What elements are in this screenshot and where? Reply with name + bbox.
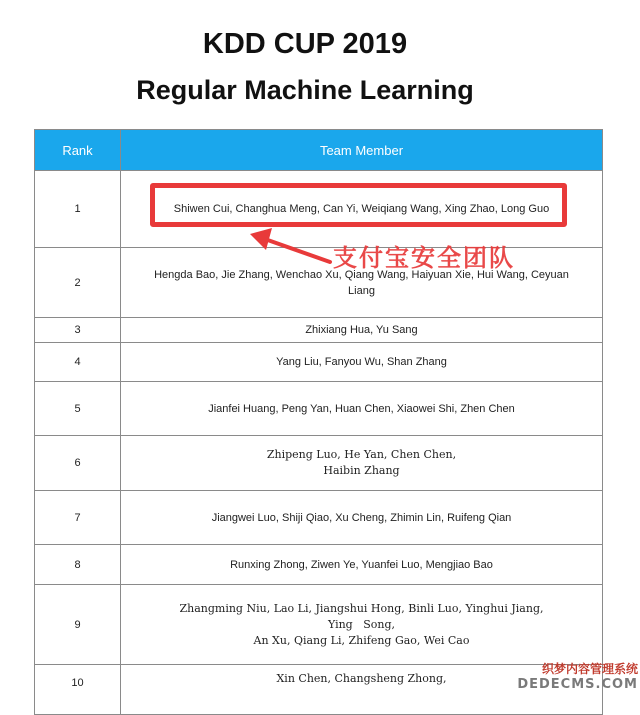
team-member-cell xyxy=(121,491,603,545)
table-row xyxy=(35,343,603,382)
member-line: Haibin Zhang xyxy=(323,464,400,477)
member-line: Shiwen Cui, Changhua Meng, Can Yi, Weiqiang Wang, Xing Zhao, Long Guo xyxy=(173,203,550,215)
member-line: Runxing Zhong, Ziwen Ye, Yuanfei Luo, Mengjiao Bao xyxy=(230,558,493,571)
rank-cell: 5 xyxy=(35,382,121,436)
member-line: Zhangming Niu, Lao Li, Jiangshui Hong, Binli Luo, Yinghui Jiang, xyxy=(179,601,544,615)
table-row xyxy=(35,585,603,665)
rank-cell: 2 xyxy=(35,248,121,318)
member-line: Jianfei Huang, Peng Yan, Huan Chen, Xiaowei Shi, Zhen Chen xyxy=(208,402,515,415)
member-line: Zhixiang Hua, Yu Sang xyxy=(305,324,418,336)
team-member-cell xyxy=(121,436,603,491)
watermark-line-1: 织梦内容管理系统 xyxy=(541,662,638,676)
team-member-cell xyxy=(121,585,603,665)
rank-cell: 4 xyxy=(35,343,121,382)
table-row xyxy=(35,545,603,585)
watermark xyxy=(517,662,638,692)
highlight-box xyxy=(150,183,567,227)
member-line: Yang Liu, Fanyou Wu, Shan Zhang xyxy=(276,356,447,368)
member-line: Jiangwei Luo, Shiji Qiao, Xu Cheng, Zhimin Lin, Ruifeng Qian xyxy=(211,511,512,524)
rank-cell: 6 xyxy=(35,436,121,491)
team-member-cell xyxy=(121,382,603,436)
table-header-row xyxy=(35,130,603,171)
team-member-cell xyxy=(121,545,603,585)
table-row xyxy=(35,318,603,343)
rank-cell: 10 xyxy=(35,665,121,715)
page-title: KDD CUP 2019 xyxy=(202,28,408,60)
member-line: Zhipeng Luo, He Yan, Chen Chen, xyxy=(266,448,457,461)
table-row xyxy=(35,491,603,545)
table-row xyxy=(35,382,603,436)
member-line: Hengda Bao, Jie Zhang, Wenchao Xu, Qiang Wang, Haiyuan Xie, Hui Wang, Ceyuan xyxy=(154,268,569,281)
rank-cell: 1 xyxy=(35,171,121,248)
member-line: An Xu, Qiang Li, Zhifeng Gao, Wei Cao xyxy=(253,633,470,647)
member-line: Xin Chen, Changsheng Zhong, xyxy=(276,672,447,685)
column-header-team-member: Team Member xyxy=(121,130,603,171)
rank-cell: 9 xyxy=(35,585,121,665)
rank-cell: 3 xyxy=(35,318,121,343)
table-row xyxy=(35,248,603,318)
team-member-cell xyxy=(121,343,603,382)
member-line: Ying Song, xyxy=(328,617,395,631)
watermark-line-2: DEDECMS.COM xyxy=(517,677,638,692)
table-row xyxy=(35,436,603,491)
member-line: Liang xyxy=(348,284,375,297)
column-header-rank: Rank xyxy=(35,130,121,171)
team-member-cell xyxy=(121,318,603,343)
rank-cell: 7 xyxy=(35,491,121,545)
page-subtitle: Regular Machine Learning xyxy=(136,75,474,105)
rank-cell: 8 xyxy=(35,545,121,585)
annotation-label: 支付宝安全团队 xyxy=(333,244,515,272)
